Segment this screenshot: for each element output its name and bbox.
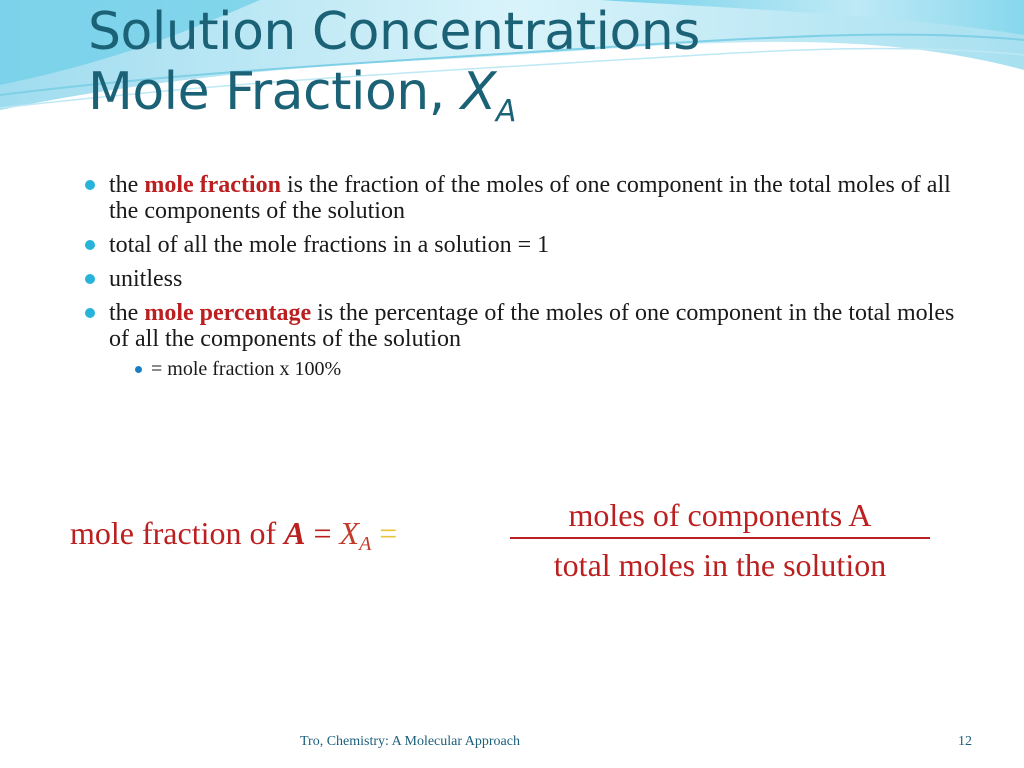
circle-bullet-icon	[85, 240, 95, 250]
title-variable-subscript: A	[495, 94, 516, 129]
title-line-2-text: Mole Fraction,	[88, 62, 461, 122]
title-line-2	[88, 62, 700, 130]
bullet-item	[82, 266, 962, 292]
circle-bullet-icon	[85, 308, 95, 318]
sub-bullet-list	[109, 358, 962, 380]
formula-lhs	[70, 515, 398, 555]
title-line-1: Solution Concentrations	[88, 2, 700, 62]
mole-fraction-formula	[70, 495, 970, 595]
circle-bullet-icon	[85, 274, 95, 284]
page-number: 12	[958, 734, 972, 749]
bullet-list	[82, 172, 962, 388]
formula-denominator: total moles in the solution	[553, 547, 887, 583]
formula-component-a: A	[284, 515, 306, 551]
title-variable: X	[460, 62, 496, 122]
formula-x-subscript: A	[359, 533, 372, 555]
slide-title	[88, 2, 700, 130]
footer-source: Tro, Chemistry: A Molecular Approach	[300, 734, 520, 749]
term-mole-percentage: mole percentage	[144, 300, 312, 326]
bullet-text-post: is the fraction of the moles of one component in the total moles of all the components of the solution	[109, 172, 951, 224]
circle-bullet-icon	[85, 180, 95, 190]
bullet-text-pre: the	[109, 300, 145, 326]
bullet-item	[82, 172, 962, 224]
bullet-text: unitless	[109, 266, 183, 292]
bullet-text-post: is the percentage of the moles of one component in the total moles of all the components of the solution	[109, 300, 955, 352]
bullet-text-pre: the	[109, 172, 145, 198]
term-mole-fraction: mole fraction	[144, 172, 281, 198]
bullet-item	[82, 232, 962, 258]
formula-equals-2: =	[371, 515, 398, 551]
sub-bullet-item	[135, 358, 962, 380]
bullet-item	[82, 300, 962, 380]
sub-bullet-text: = mole fraction x 100%	[151, 358, 342, 380]
formula-x: X	[339, 515, 360, 551]
formula-lhs-text: mole fraction of	[70, 515, 285, 551]
fraction-bar	[510, 537, 930, 539]
bullet-text: total of all the mole fractions in a solution = 1	[109, 232, 550, 258]
small-circle-bullet-icon	[135, 366, 142, 373]
formula-equals: =	[305, 515, 340, 551]
formula-numerator: moles of components A	[568, 497, 872, 533]
